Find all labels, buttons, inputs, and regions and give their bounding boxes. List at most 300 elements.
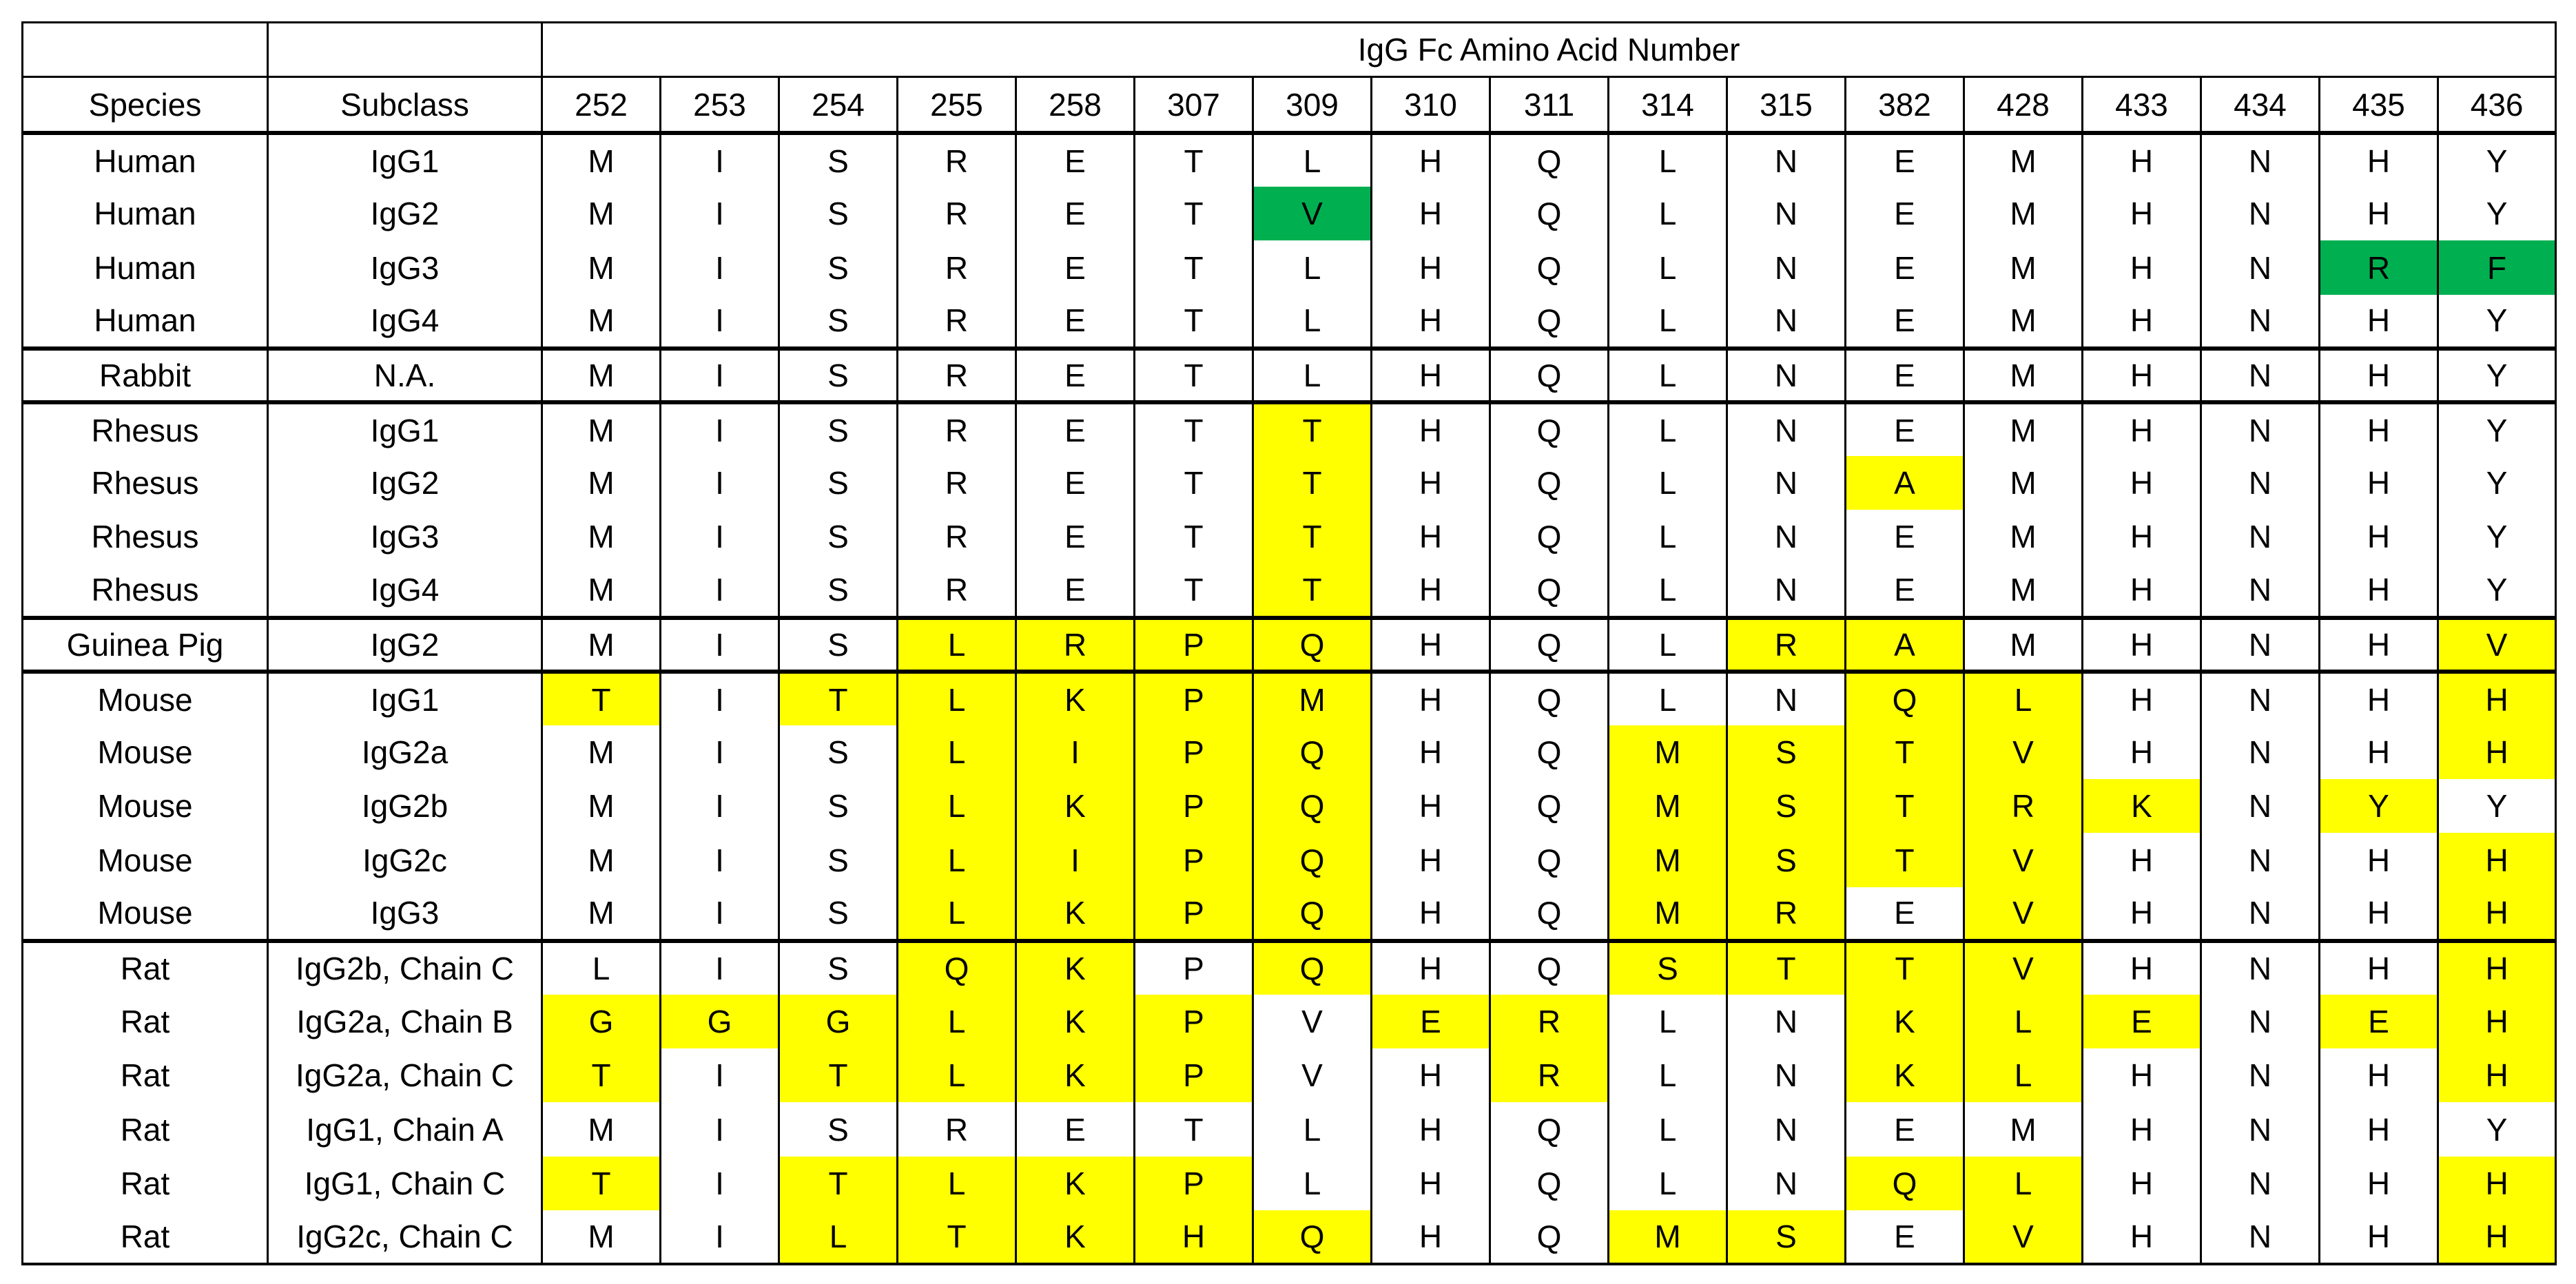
species-cell: Mouse [23, 779, 268, 833]
residue-cell: I [661, 779, 779, 833]
residue-cell: H [2320, 887, 2438, 941]
residue-cell: S [1727, 779, 1846, 833]
residue-cell: R [898, 1102, 1016, 1156]
residue-cell: G [542, 995, 661, 1048]
sequence-row [23, 887, 2556, 941]
residue-cell: H [1135, 1210, 1253, 1264]
residue-cell: M [1964, 1102, 2083, 1156]
residue-cell: Y [2438, 133, 2556, 187]
residue-cell: N [2201, 833, 2320, 887]
residue-cell: M [1609, 833, 1727, 887]
residue-cell: H [2438, 941, 2556, 995]
residue-cell: Q [1490, 295, 1609, 349]
residue-cell: H [1372, 510, 1490, 563]
residue-cell: H [2083, 510, 2201, 563]
residue-cell: N [2201, 672, 2320, 725]
residue-cell: H [1372, 887, 1490, 941]
residue-cell: L [1964, 995, 2083, 1048]
residue-cell: I [661, 187, 779, 240]
residue-cell: N [1727, 133, 1846, 187]
residue-cell: N [2201, 133, 2320, 187]
residue-cell: V [2438, 618, 2556, 672]
residue-cell: Q [1253, 779, 1372, 833]
species-cell: Mouse [23, 887, 268, 941]
residue-cell: H [2083, 833, 2201, 887]
residue-cell: I [661, 1157, 779, 1210]
residue-cell: N [2201, 402, 2320, 456]
residue-cell: S [779, 779, 898, 833]
residue-cell: Y [2438, 510, 2556, 563]
sequence-row [23, 995, 2556, 1048]
residue-cell: K [1846, 995, 1964, 1048]
subclass-cell: IgG2a, Chain B [268, 995, 542, 1048]
residue-cell: H [1372, 725, 1490, 779]
residue-cell: R [1490, 1048, 1609, 1102]
sequence-row [23, 510, 2556, 563]
residue-cell: H [2083, 1157, 2201, 1210]
residue-cell: M [542, 725, 661, 779]
residue-cell: V [1964, 833, 2083, 887]
residue-cell: S [779, 456, 898, 510]
position-header-252: 252 [542, 77, 661, 133]
residue-cell: Q [1490, 1102, 1609, 1156]
position-header-428: 428 [1964, 77, 2083, 133]
residue-cell: T [1135, 187, 1253, 240]
residue-cell: L [898, 725, 1016, 779]
residue-cell: H [1372, 456, 1490, 510]
residue-cell: I [661, 349, 779, 402]
residue-cell: H [2083, 295, 2201, 349]
residue-cell: H [2438, 672, 2556, 725]
residue-cell: Q [1490, 133, 1609, 187]
residue-cell: Q [1490, 887, 1609, 941]
residue-cell: M [1964, 187, 2083, 240]
residue-cell: H [2320, 1048, 2438, 1102]
residue-cell: E [1016, 187, 1135, 240]
residue-cell: H [2083, 1210, 2201, 1264]
position-header-255: 255 [898, 77, 1016, 133]
residue-cell: R [898, 295, 1016, 349]
residue-cell: E [1846, 510, 1964, 563]
residue-cell: K [1016, 779, 1135, 833]
position-header-435: 435 [2320, 77, 2438, 133]
residue-cell: P [1135, 618, 1253, 672]
residue-cell: H [1372, 295, 1490, 349]
residue-cell: E [2083, 995, 2201, 1048]
residue-cell: E [1016, 349, 1135, 402]
residue-cell: H [2083, 402, 2201, 456]
residue-cell: N [1727, 510, 1846, 563]
residue-cell: T [1253, 402, 1372, 456]
species-cell: Rabbit [23, 349, 268, 402]
residue-cell: N [1727, 995, 1846, 1048]
sequence-row [23, 295, 2556, 349]
residue-cell: H [2320, 295, 2438, 349]
sequence-row [23, 133, 2556, 187]
residue-cell: T [1253, 456, 1372, 510]
residue-cell: L [898, 995, 1016, 1048]
residue-cell: H [2083, 456, 2201, 510]
residue-cell: K [1016, 1157, 1135, 1210]
species-column-header: Species [23, 77, 268, 133]
subclass-cell: IgG3 [268, 240, 542, 294]
subclass-cell: IgG2 [268, 187, 542, 240]
residue-cell: M [1964, 456, 2083, 510]
residue-cell: V [1964, 725, 2083, 779]
residue-cell: A [1846, 456, 1964, 510]
subclass-cell: IgG2a [268, 725, 542, 779]
subclass-cell: IgG1 [268, 672, 542, 725]
residue-cell: L [1609, 1048, 1727, 1102]
residue-cell: I [661, 1102, 779, 1156]
residue-cell: T [1253, 510, 1372, 563]
residue-cell: H [2083, 725, 2201, 779]
residue-cell: L [1609, 564, 1727, 618]
position-header-253: 253 [661, 77, 779, 133]
residue-cell: K [1016, 672, 1135, 725]
residue-cell: T [1135, 510, 1253, 563]
residue-cell: E [1846, 402, 1964, 456]
residue-cell: Q [1253, 618, 1372, 672]
residue-cell: Q [1253, 833, 1372, 887]
residue-cell: L [779, 1210, 898, 1264]
residue-cell: Q [1253, 887, 1372, 941]
species-cell: Rhesus [23, 510, 268, 563]
residue-cell: T [542, 1048, 661, 1102]
species-cell: Rhesus [23, 402, 268, 456]
residue-cell: I [661, 133, 779, 187]
residue-cell: P [1135, 1157, 1253, 1210]
residue-cell: N [1727, 349, 1846, 402]
residue-cell: E [1016, 510, 1135, 563]
residue-cell: L [1964, 1157, 2083, 1210]
residue-cell: M [1964, 402, 2083, 456]
position-header-310: 310 [1372, 77, 1490, 133]
residue-cell: I [661, 564, 779, 618]
position-header-254: 254 [779, 77, 898, 133]
residue-cell: L [898, 1048, 1016, 1102]
residue-cell: P [1135, 725, 1253, 779]
residue-cell: L [898, 1157, 1016, 1210]
residue-cell: K [1016, 887, 1135, 941]
residue-cell: T [542, 1157, 661, 1210]
residue-cell: T [779, 1048, 898, 1102]
position-header-315: 315 [1727, 77, 1846, 133]
residue-cell: I [661, 402, 779, 456]
residue-cell: L [1609, 1102, 1727, 1156]
sequence-row [23, 349, 2556, 402]
residue-cell: H [2320, 833, 2438, 887]
residue-cell: L [1609, 133, 1727, 187]
residue-cell: T [1135, 349, 1253, 402]
residue-cell: E [1016, 402, 1135, 456]
residue-cell: Q [1490, 725, 1609, 779]
residue-cell: I [661, 833, 779, 887]
residue-cell: E [1846, 887, 1964, 941]
sequence-row [23, 941, 2556, 995]
residue-cell: T [1135, 295, 1253, 349]
residue-cell: T [1253, 564, 1372, 618]
residue-cell: H [2320, 618, 2438, 672]
residue-cell: L [1253, 240, 1372, 294]
residue-cell: Q [1490, 456, 1609, 510]
residue-cell: L [898, 618, 1016, 672]
amino-acid-number-header: IgG Fc Amino Acid Number [542, 23, 2556, 77]
residue-cell: T [1135, 240, 1253, 294]
residue-cell: Q [1490, 1210, 1609, 1264]
residue-cell: H [1372, 240, 1490, 294]
residue-cell: H [2083, 240, 2201, 294]
residue-cell: H [1372, 1048, 1490, 1102]
residue-cell: M [1609, 1210, 1727, 1264]
residue-cell: K [1016, 1210, 1135, 1264]
residue-cell: H [2083, 564, 2201, 618]
position-header-309: 309 [1253, 77, 1372, 133]
residue-cell: P [1135, 779, 1253, 833]
residue-cell: H [1372, 187, 1490, 240]
residue-cell: N [2201, 456, 2320, 510]
residue-cell: H [2320, 564, 2438, 618]
subclass-cell: IgG4 [268, 295, 542, 349]
residue-cell: T [779, 1157, 898, 1210]
residue-cell: S [779, 1102, 898, 1156]
residue-cell: S [1727, 833, 1846, 887]
position-header-311: 311 [1490, 77, 1609, 133]
residue-cell: M [542, 402, 661, 456]
residue-cell: N [2201, 941, 2320, 995]
residue-cell: M [1964, 240, 2083, 294]
residue-cell: H [2438, 995, 2556, 1048]
residue-cell: H [2320, 133, 2438, 187]
residue-cell: M [1964, 295, 2083, 349]
residue-cell: T [1846, 941, 1964, 995]
residue-cell: H [2320, 456, 2438, 510]
species-cell: Rat [23, 1210, 268, 1264]
residue-cell: M [1253, 672, 1372, 725]
residue-cell: L [1964, 672, 2083, 725]
residue-cell: T [779, 672, 898, 725]
alignment-table-wrapper [21, 21, 2555, 1265]
residue-cell: K [1016, 1048, 1135, 1102]
subclass-cell: N.A. [268, 349, 542, 402]
residue-cell: H [2320, 1210, 2438, 1264]
residue-cell: H [2438, 1210, 2556, 1264]
residue-cell: N [2201, 564, 2320, 618]
residue-cell: V [1964, 887, 2083, 941]
subclass-cell: IgG2b [268, 779, 542, 833]
residue-cell: H [2320, 1157, 2438, 1210]
residue-cell: M [1964, 618, 2083, 672]
residue-cell: Y [2438, 187, 2556, 240]
residue-cell: E [1016, 295, 1135, 349]
residue-cell: L [1964, 1048, 2083, 1102]
residue-cell: R [898, 456, 1016, 510]
residue-cell: E [1016, 133, 1135, 187]
residue-cell: S [1609, 941, 1727, 995]
residue-cell: H [1372, 833, 1490, 887]
residue-cell: S [779, 725, 898, 779]
residue-cell: H [2083, 1048, 2201, 1102]
residue-cell: L [1253, 349, 1372, 402]
residue-cell: I [661, 1048, 779, 1102]
residue-cell: H [2320, 349, 2438, 402]
residue-cell: L [1253, 1157, 1372, 1210]
residue-cell: V [1964, 1210, 2083, 1264]
residue-cell: Y [2438, 295, 2556, 349]
position-header-307: 307 [1135, 77, 1253, 133]
species-cell: Mouse [23, 672, 268, 725]
residue-cell: E [1016, 564, 1135, 618]
residue-cell: L [1609, 618, 1727, 672]
residue-cell: I [661, 672, 779, 725]
residue-cell: N [1727, 1157, 1846, 1210]
residue-cell: Y [2438, 456, 2556, 510]
header-blank-cell [23, 23, 268, 77]
residue-cell: L [542, 941, 661, 995]
residue-cell: Q [1490, 564, 1609, 618]
residue-cell: V [1964, 941, 2083, 995]
residue-cell: Q [1490, 941, 1609, 995]
residue-cell: H [2320, 672, 2438, 725]
position-header-433: 433 [2083, 77, 2201, 133]
residue-cell: Y [2438, 402, 2556, 456]
sequence-row [23, 187, 2556, 240]
residue-cell: Q [1490, 240, 1609, 294]
residue-cell: R [1490, 995, 1609, 1048]
residue-cell: S [779, 349, 898, 402]
position-header-314: 314 [1609, 77, 1727, 133]
residue-cell: H [2438, 887, 2556, 941]
residue-cell: N [2201, 725, 2320, 779]
residue-cell: Y [2438, 779, 2556, 833]
residue-cell: N [2201, 1102, 2320, 1156]
residue-cell: R [898, 133, 1016, 187]
residue-cell: L [1609, 240, 1727, 294]
sequence-row [23, 1048, 2556, 1102]
residue-cell: E [1846, 133, 1964, 187]
sequence-row [23, 240, 2556, 294]
residue-cell: H [2083, 187, 2201, 240]
residue-cell: H [2320, 187, 2438, 240]
sequence-row [23, 672, 2556, 725]
residue-cell: M [542, 779, 661, 833]
residue-cell: T [1727, 941, 1846, 995]
residue-cell: L [1609, 402, 1727, 456]
residue-cell: M [542, 349, 661, 402]
subclass-cell: IgG2 [268, 456, 542, 510]
residue-cell: E [1016, 240, 1135, 294]
residue-cell: H [2438, 1048, 2556, 1102]
residue-cell: H [1372, 1102, 1490, 1156]
residue-cell: N [1727, 1102, 1846, 1156]
sequence-row [23, 1210, 2556, 1264]
residue-cell: Q [1490, 833, 1609, 887]
residue-cell: N [2201, 1210, 2320, 1264]
residue-cell: L [1609, 295, 1727, 349]
residue-cell: H [2083, 1102, 2201, 1156]
residue-cell: Y [2438, 564, 2556, 618]
residue-cell: Q [898, 941, 1016, 995]
residue-cell: Y [2438, 349, 2556, 402]
residue-cell: T [542, 672, 661, 725]
residue-cell: S [779, 941, 898, 995]
residue-cell: L [898, 833, 1016, 887]
residue-cell: N [2201, 187, 2320, 240]
residue-cell: V [1253, 187, 1372, 240]
residue-cell: H [2083, 133, 2201, 187]
sequence-row [23, 833, 2556, 887]
residue-cell: S [779, 295, 898, 349]
residue-cell: R [898, 564, 1016, 618]
residue-cell: N [2201, 779, 2320, 833]
subclass-column-header: Subclass [268, 77, 542, 133]
residue-cell: H [2438, 1157, 2556, 1210]
residue-cell: M [542, 1102, 661, 1156]
residue-cell: Y [2320, 779, 2438, 833]
residue-cell: H [2320, 725, 2438, 779]
residue-cell: L [898, 887, 1016, 941]
residue-cell: G [779, 995, 898, 1048]
residue-cell: H [1372, 402, 1490, 456]
residue-cell: P [1135, 887, 1253, 941]
position-header-258: 258 [1016, 77, 1135, 133]
residue-cell: N [1727, 187, 1846, 240]
residue-cell: S [779, 187, 898, 240]
residue-cell: M [1964, 564, 2083, 618]
residue-cell: I [661, 725, 779, 779]
residue-cell: Q [1490, 779, 1609, 833]
residue-cell: H [2320, 402, 2438, 456]
residue-cell: M [1964, 133, 2083, 187]
residue-cell: I [661, 456, 779, 510]
sequence-row [23, 1157, 2556, 1210]
residue-cell: I [661, 1210, 779, 1264]
residue-cell: M [542, 295, 661, 349]
residue-cell: E [1846, 1102, 1964, 1156]
residue-cell: L [1609, 349, 1727, 402]
residue-cell: Q [1490, 672, 1609, 725]
residue-cell: A [1846, 618, 1964, 672]
position-header-436: 436 [2438, 77, 2556, 133]
residue-cell: N [1727, 456, 1846, 510]
subclass-cell: IgG2 [268, 618, 542, 672]
residue-cell: M [542, 510, 661, 563]
residue-cell: N [2201, 240, 2320, 294]
residue-cell: K [1016, 995, 1135, 1048]
residue-cell: S [779, 240, 898, 294]
residue-cell: I [661, 887, 779, 941]
residue-cell: M [542, 1210, 661, 1264]
subclass-cell: IgG2b, Chain C [268, 941, 542, 995]
residue-cell: E [1846, 349, 1964, 402]
residue-cell: H [1372, 1210, 1490, 1264]
residue-cell: L [1609, 456, 1727, 510]
subclass-cell: IgG2a, Chain C [268, 1048, 542, 1102]
residue-cell: E [2320, 995, 2438, 1048]
residue-cell: L [898, 672, 1016, 725]
residue-cell: M [1964, 510, 2083, 563]
residue-cell: M [542, 133, 661, 187]
residue-cell: L [1609, 672, 1727, 725]
residue-cell: L [1609, 995, 1727, 1048]
residue-cell: N [1727, 672, 1846, 725]
residue-cell: N [2201, 887, 2320, 941]
residue-cell: S [779, 618, 898, 672]
residue-cell: N [2201, 1048, 2320, 1102]
residue-cell: L [1609, 510, 1727, 563]
residue-cell: T [1135, 133, 1253, 187]
residue-cell: I [661, 510, 779, 563]
